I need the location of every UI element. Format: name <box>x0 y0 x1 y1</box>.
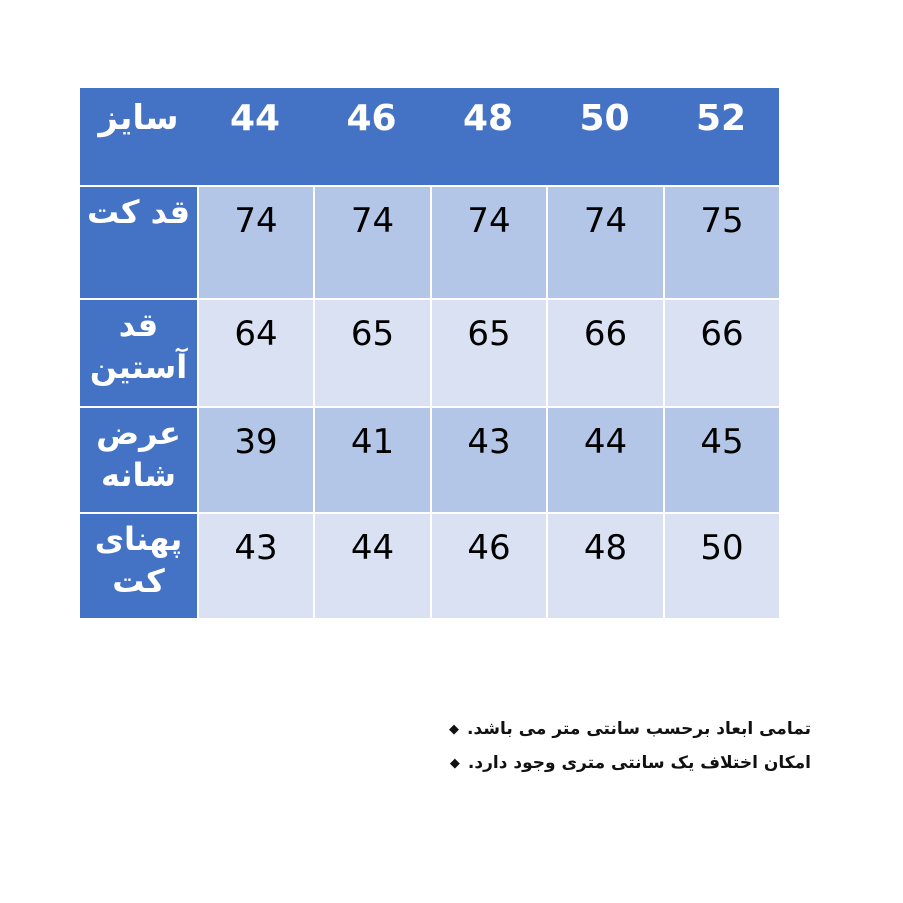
note-item <box>311 712 811 746</box>
table-cell: 41 <box>313 406 430 512</box>
row-label-jacket-width: پهنای کت <box>80 512 197 618</box>
size-table <box>80 88 779 618</box>
notes-list <box>311 712 811 780</box>
diamond-bullet-icon: ◆ <box>449 755 460 771</box>
table-cell: 66 <box>546 298 663 406</box>
table-cell: 74 <box>546 185 663 298</box>
table-cell: 44 <box>546 406 663 512</box>
table-cell: 74 <box>313 185 430 298</box>
row-label-sleeve-length: قد آستین <box>80 298 197 406</box>
table-cell: 65 <box>430 298 546 406</box>
header-size-46: 46 <box>313 88 430 185</box>
header-size-44: 44 <box>197 88 313 185</box>
table-cell: 66 <box>663 298 779 406</box>
table-cell: 44 <box>313 512 430 618</box>
table-cell: 48 <box>546 512 663 618</box>
table-cell: 43 <box>430 406 546 512</box>
note-text: تمامی ابعاد برحسب سانتی متر می باشد. <box>467 719 811 739</box>
table-cell: 39 <box>197 406 313 512</box>
diamond-bullet-icon: ◆ <box>449 721 460 737</box>
table-cell: 74 <box>430 185 546 298</box>
note-item <box>311 746 811 780</box>
table-cell: 65 <box>313 298 430 406</box>
note-text: امکان اختلاف یک سانتی متری وجود دارد. <box>467 753 811 773</box>
table-cell: 75 <box>663 185 779 298</box>
table-cell: 50 <box>663 512 779 618</box>
row-label-jacket-length: قد کت <box>80 185 197 298</box>
header-size-48: 48 <box>430 88 546 185</box>
header-size-50: 50 <box>546 88 663 185</box>
table-cell: 45 <box>663 406 779 512</box>
header-size-label: سایز <box>80 88 197 185</box>
table-cell: 46 <box>430 512 546 618</box>
table-cell: 74 <box>197 185 313 298</box>
row-label-shoulder-width: عرض شانه <box>80 406 197 512</box>
table-cell: 43 <box>197 512 313 618</box>
table-cell: 64 <box>197 298 313 406</box>
header-size-52: 52 <box>663 88 779 185</box>
